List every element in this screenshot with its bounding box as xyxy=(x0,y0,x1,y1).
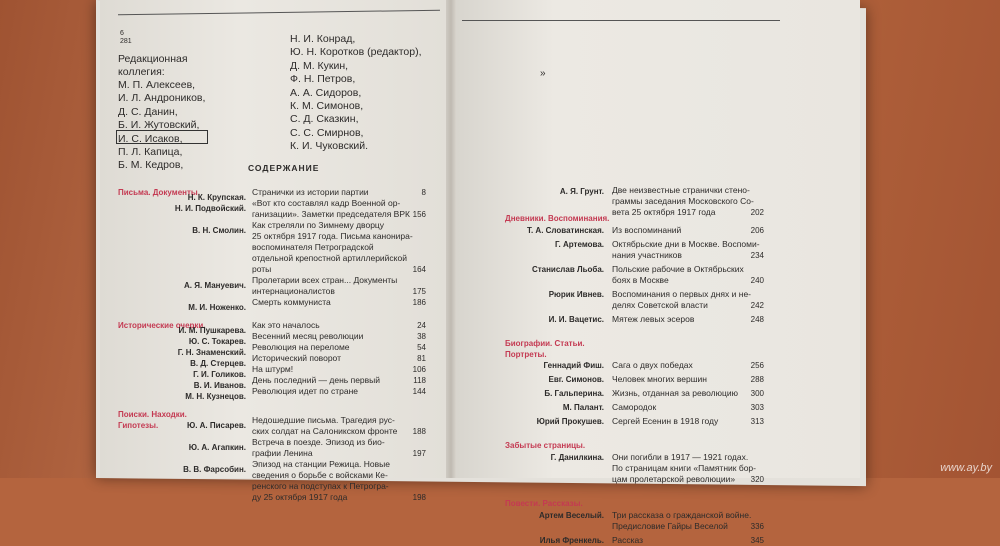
toc-author: Геннадий Фиш. xyxy=(543,361,604,370)
toc-title: День последний — день первый xyxy=(252,375,381,385)
toc-page: 164 xyxy=(412,265,426,274)
toc-page: 175 xyxy=(412,287,426,296)
toc-author: Артем Веселый. xyxy=(538,511,604,520)
editor-name: К. И. Чуковский. xyxy=(290,140,369,153)
editor-name: А. А. Сидоров, xyxy=(290,86,362,99)
watermark: www.ay.by xyxy=(940,462,992,474)
right-top-rule xyxy=(462,20,780,21)
section-heading: Поиски. Находки. Гипотезы. xyxy=(118,410,187,430)
toc-page: 198 xyxy=(412,493,426,502)
toc-title: Самородок xyxy=(612,402,657,412)
toc-title: Пролетарии всех стран... Документы интернационалистов xyxy=(252,275,398,296)
toc-title: Эпизод на станции Режица. Новые сведения о борьбе с войсками Ке- ренского на подступах к Петрогра- ду 25 октября 1917 года xyxy=(252,459,391,502)
editor-name: И. С. Исаков, xyxy=(118,132,183,145)
highlight-box xyxy=(116,130,208,144)
editor-name: И. Л. Андроников, xyxy=(118,92,206,105)
toc-page: 303 xyxy=(750,403,764,412)
toc-page: 240 xyxy=(750,276,764,285)
toc-title: Как стреляли по Зимнему дворцу 25 октября 1917 года. Письма канонира- воспоминателя Петроградской отдельной крепостной артиллерийской роты xyxy=(252,220,413,274)
toc-author: И. М. Пушкарева. xyxy=(178,326,246,335)
toc-author: В. В. Фарсобин. xyxy=(183,465,246,474)
toc-author: Илья Френкель. xyxy=(539,536,604,545)
toc-page: 256 xyxy=(750,361,764,370)
toc-page: 336 xyxy=(750,522,764,531)
editor-name: П. Л. Капица, xyxy=(118,146,183,158)
toc-title: Революция на переломе xyxy=(252,342,350,352)
section-heading: Письма. Документы. xyxy=(118,188,200,197)
toc-author: Ю. С. Токарев. xyxy=(188,337,246,346)
toc-author: Н. И. Подвойский. xyxy=(174,204,246,213)
toc-title: Недошедшие письма. Трагедия рус- ских солдат на Салоникском фронте xyxy=(252,415,398,436)
toc-title: Сага о двух победах xyxy=(612,360,693,370)
toc-author: В. Д. Стерцев. xyxy=(190,359,246,368)
toc-author: Г. Н. Знаменский. xyxy=(177,348,246,357)
toc-page: 38 xyxy=(417,332,426,341)
toc-author: В. Н. Смолин. xyxy=(192,226,246,235)
editor-name: Б. М. Кедров, xyxy=(118,159,184,172)
toc-title: Они погибли в 1917 — 1921 годах. По страницам книги «Памятник бор- цам пролетарской революции» xyxy=(612,452,756,484)
toc-title: Октябрьские дни в Москве. Воспоми- нания участников xyxy=(612,239,760,260)
editor-name: Д. С. Данин, xyxy=(118,105,178,118)
toc-title: Исторический поворот xyxy=(252,353,341,363)
editor-name: К. М. Симонов, xyxy=(290,100,364,112)
toc-page: 54 xyxy=(417,343,426,352)
toc-author: Г. Данилкина. xyxy=(550,453,604,462)
toc-title: Жизнь, отданная за революцию xyxy=(612,388,738,398)
toc-author: Г. И. Голиков. xyxy=(193,370,246,379)
toc-author: И. И. Вацетис. xyxy=(548,315,604,324)
toc-author: Евг. Симонов. xyxy=(548,375,604,384)
toc-page: 197 xyxy=(412,449,426,458)
toc-title: Из воспоминаний xyxy=(612,225,682,235)
toc-page: 313 xyxy=(750,417,764,426)
toc-title: Сергей Есенин в 1918 году xyxy=(612,416,719,426)
toc-author: А. Я. Грунт. xyxy=(559,187,604,196)
toc-title: Революция идет по стране xyxy=(252,386,359,396)
toc-author: Ю. А. Агапкин. xyxy=(188,443,246,452)
editor-name: С. С. Смирнов, xyxy=(290,126,364,139)
toc-page: 24 xyxy=(417,321,426,330)
toc-page: 300 xyxy=(750,389,764,398)
toc-author: Н. К. Крупская. xyxy=(187,193,246,202)
toc-page: 202 xyxy=(750,208,764,217)
toc-author: Рюрик Ивнев. xyxy=(548,290,604,299)
section-heading: Забытые страницы. xyxy=(505,441,586,450)
toc-title: «Вот кто составлял кадр Военной ор- ганизации». Заметки председателя ВРК xyxy=(252,198,410,219)
toc-title: Странички из истории партии xyxy=(252,187,369,197)
toc-page: 8 xyxy=(421,188,426,197)
section-heading: Биографии. Статьи. Портреты. xyxy=(505,339,585,359)
toc-title: Две неизвестные странички стено- граммы заседания Московского Со- вета 25 октября 1917 года xyxy=(612,185,754,217)
section-heading: Исторические очерки. xyxy=(118,321,206,330)
contents-heading: СОДЕРЖАНИЕ xyxy=(248,163,320,173)
toc-page: 248 xyxy=(750,315,764,324)
toc-author: Юрий Прокушев. xyxy=(536,417,604,426)
toc-page: 206 xyxy=(750,226,764,235)
toc-author: Станислав Льоба. xyxy=(531,265,604,274)
toc-page: 118 xyxy=(413,376,426,385)
toc-title: Польские рабочие в Октябрьских боях в Москве xyxy=(612,264,744,285)
toc-page: 188 xyxy=(412,427,426,436)
editor-name: Б. И. Жутовский, xyxy=(118,119,200,132)
toc-page: 242 xyxy=(750,301,764,310)
toc-title: Встреча в поезде. Эпизод из био- графии Ленина xyxy=(252,437,385,458)
editorial-label: Редакционная коллегия: xyxy=(118,53,188,78)
toc-page: 186 xyxy=(412,298,426,307)
book-gutter xyxy=(446,0,456,478)
toc-title: Три рассказа о гражданской войне. Предисловие Гайры Веселой xyxy=(612,510,752,531)
toc-title: На штурм! xyxy=(252,364,294,374)
page-number: 6 281 xyxy=(120,30,132,45)
toc-author: М. Палант. xyxy=(562,403,604,412)
toc-title: Человек многих вершин xyxy=(612,374,707,384)
toc-author: В. И. Иванов. xyxy=(193,381,246,390)
toc-author: Т. А. Словатинская. xyxy=(526,226,604,235)
toc-title: Рассказ xyxy=(612,535,644,545)
toc-title: Как это началось xyxy=(252,320,320,330)
toc-author: Ю. А. Писарев. xyxy=(186,421,246,430)
page-marker: » xyxy=(540,68,546,79)
toc-author: А. Я. Мануевич. xyxy=(184,281,246,290)
toc-author: М. И. Ноженко. xyxy=(188,303,246,312)
toc-page: 81 xyxy=(417,354,426,363)
toc-author: Г. Артемова. xyxy=(555,240,604,249)
section-heading: Дневники. Воспоминания. xyxy=(505,214,610,223)
editor-name: М. П. Алексеев, xyxy=(118,79,196,91)
toc-title: Весенний месяц революции xyxy=(252,331,364,341)
editor-name: Д. М. Кукин, xyxy=(290,59,349,72)
toc-page: 156 xyxy=(412,210,426,219)
editor-name: Ф. Н. Петров, xyxy=(290,73,356,86)
editor-name: С. Д. Сказкин, xyxy=(290,113,359,126)
toc-author: М. Н. Кузнецов. xyxy=(185,392,246,401)
editor-name: Н. И. Конрад, xyxy=(290,33,356,45)
toc-page: 106 xyxy=(412,365,426,374)
toc-page: 234 xyxy=(750,251,764,260)
toc-page: 345 xyxy=(750,536,764,545)
toc-title: Мятеж левых эсеров xyxy=(612,314,695,324)
toc-page: 288 xyxy=(750,375,764,384)
toc-author: Б. Гальперина. xyxy=(544,389,604,398)
toc-page: 320 xyxy=(750,475,764,484)
toc-title: Воспоминания о первых днях и не- делях Советской власти xyxy=(612,289,752,310)
editor-name: Ю. Н. Коротков (редактор), xyxy=(290,46,422,59)
section-heading: Повести. Рассказы. xyxy=(505,499,583,508)
toc-title: Смерть коммуниста xyxy=(252,297,331,307)
toc-page: 144 xyxy=(412,387,426,396)
